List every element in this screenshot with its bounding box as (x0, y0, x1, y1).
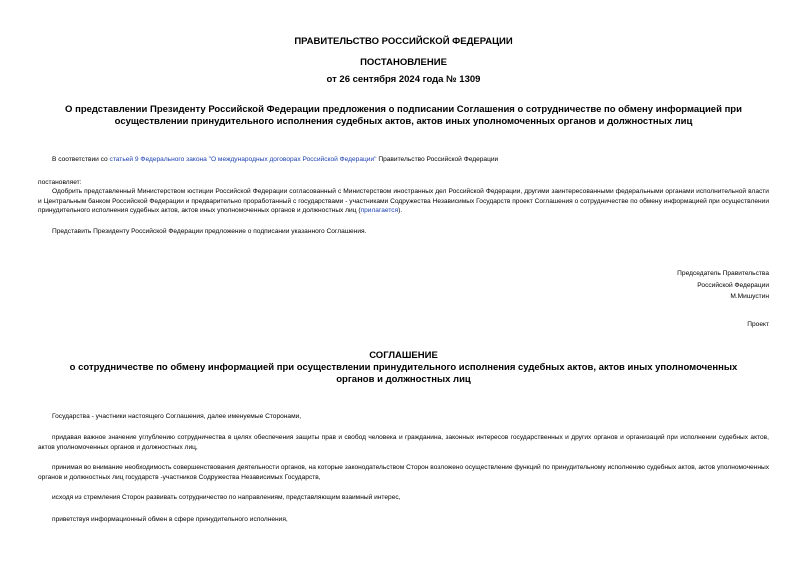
law-article-link[interactable]: статьей 9 Федерального закона "О международных договорах Российской Федерации" (109, 156, 377, 163)
signature-block (677, 268, 769, 303)
legal-basis-post: Правительство Российской Федерации (376, 156, 499, 163)
date-number: от 26 сентября 2024 года № 1309 (326, 74, 481, 85)
agreement-subtitle: о сотрудничестве по обмену информацией при осуществлении принудительного исполнения судебных актов, актов иных уполномоченных органов и должностных лиц (69, 362, 738, 385)
preamble-1: Государства - участники настоящего Соглашения, далее именуемые Сторонами, (52, 413, 302, 420)
legal-basis (38, 155, 769, 165)
government-header: ПРАВИТЕЛЬСТВО РОССИЙСКОЙ ФЕДЕРАЦИИ (294, 36, 513, 47)
attachment-link[interactable]: прилагается (360, 207, 399, 215)
resolution-title: О представлении Президенту Российской Федерации предложения о подписании Соглашения о сотрудничестве по обмену информацией при осуществлении принудительного исполнения судебных актов, актов иных уполномоченных органов и должностных лиц (65, 104, 742, 127)
signature-org: Российской Федерации (697, 281, 769, 289)
preamble-5: приветствуя информационный обмен в сфере принудительного исполнения, (52, 516, 288, 523)
item-1-end: ). (398, 207, 403, 215)
item-1 (38, 187, 769, 216)
signature-position: Председатель Правительства (677, 270, 769, 277)
preamble-2: придавая важное значение углублению сотрудничества в целях обеспечения защиты прав и свобод человека и гражданина, законных интересов государственных и других органов и организаций при исполнении судебных актов, актов уполномоченных органов и должностных лиц, (38, 434, 769, 451)
preamble-3: принимая во внимание необходимость совершенствования деятельности органов, на которые законодательством Сторон возложено осуществление функций по принудительному исполнению судебных актов, актов уполномоченных органов и должностных лиц государств -участников Содружества Независимых Государств, (38, 464, 769, 481)
signature-name: М.Мишустин (730, 293, 769, 300)
legal-basis-pre: В соответствии со (52, 156, 110, 163)
item-2: Представить Президенту Российской Федерации предложение о подписании указанного Соглашения. (52, 228, 367, 235)
resolves-label: постановляет: (38, 179, 82, 186)
item-1-text: Одобрить представленный Министерством юстиции Российской Федерации согласованный с Министерством иностранных дел Российской Федерации, другими заинтересованными федеральными органами исполнительной власти и Центральным банком Российской Федерации и предварительно проработанный с государствами - участниками Содружества Независимых Государств проект Соглашения о сотрудничестве по обмену информацией при осуществлении принудительного исполнения судебных актов, актов иных уполномоченных органов и должностных лиц ( (38, 188, 769, 215)
document-type: ПОСТАНОВЛЕНИЕ (360, 57, 447, 68)
agreement-heading: СОГЛАШЕНИЕ (369, 350, 438, 361)
preamble-4: исходя из стремления Сторон развивать сотрудничество по направлениям, представляющим взаимный интерес, (52, 494, 401, 501)
draft-label: Проект (747, 321, 769, 328)
